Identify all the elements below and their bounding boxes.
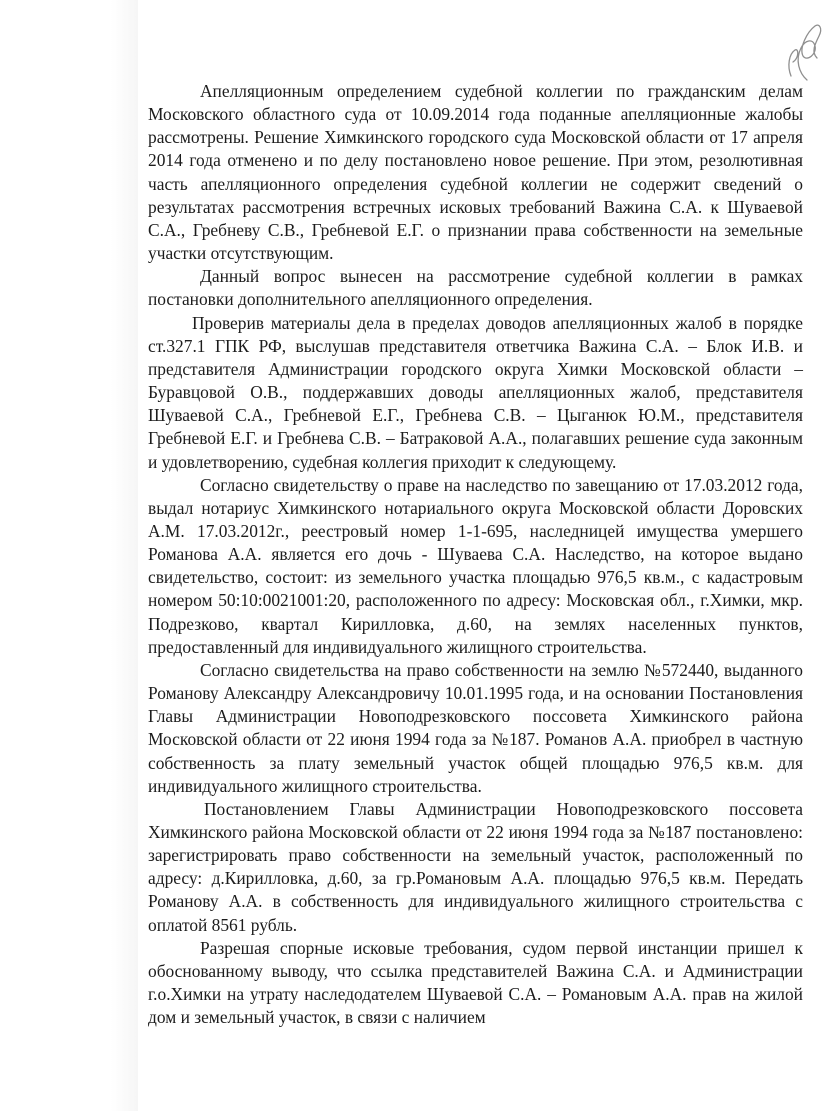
paragraph: Разрешая спорные исковые требования, судом первой инстанции пришел к обоснованному выводу, что ссылка представителей Важина С.А. и Администрации г.о.Химки на утрату наследодателем Шуваевой С.А. – Романовым А.А. прав на жилой дом и земельный участок, в связи с наличием [148, 937, 803, 1028]
paragraph: Проверив материалы дела в пределах доводов апелляционных жалоб в порядке ст.327.1 ГПК РФ, выслушав представителя ответчика Важина С.А. – Блок И.В. и представителя Администрации городского округа Химки Московской области – Буравцовой О.В., поддержавших доводы апелляционных жалоб, представителя Шуваевой С.А., Гребневой Е.Г., Гребнева С.В. – Цыганюк Ю.М., представителя Гребневой Е.Г. и Гребнева С.В. – Батраковой А.А., полагавших решение суда законным и удовлетворению, судебная коллегия приходит к следующему. [148, 312, 803, 472]
scan-margin [0, 0, 138, 1111]
paragraph: Постановлением Главы Администрации Новоподрезковского поссовета Химкинского района Московской области от 22 июня 1994 года за №187 постановлено: зарегистрировать право собственности на земельный участок, расположенный по адресу: д.Кирилловка, д.60, за гр.Романовым А.А. площадью 976,5 кв.м. Передать Романову А.А. в собственность для индивидуального жилищного строительства с оплатой 8561 рубль. [148, 798, 803, 935]
paragraph: Апелляционным определением судебной коллегии по гражданским делам Московского областного суда от 10.09.2014 года поданные апелляционные жалобы рассмотрены. Решение Химкинского городского суда Московской области от 17 апреля 2014 года отменено и по делу постановлено новое решение. При этом, резолютивная часть апелляционного определения судебной коллегии не содержит сведений о результатах рассмотрения встречных исковых требований Важина С.А. к Шуваевой С.А., Гребневу С.В., Гребневой Е.Г. о признании права собственности на земельные участки отсутствующим. [148, 81, 803, 264]
paragraph: Согласно свидетельству о праве на наследство по завещанию от 17.03.2012 года, выдал нотариус Химкинского нотариального округа Московской области Доровских А.М. 17.03.2012г., реестровый номер 1-1-695, наследницей имущества умершего Романова А.А. является его дочь - Шуваева С.А. Наследство, на которое выдано свидетельство, состоит: из земельного участка площадью 976,5 кв.м., с кадастровым номером 50:10:0021001:20, расположенного по адресу: Московская обл., г.Химки, мкр. Подрезково, квартал Кирилловка, д.60, на землях населенных пунктов, предоставленный для индивидуального жилищного строительства. [148, 474, 803, 657]
paragraph: Данный вопрос вынесен на рассмотрение судебной коллегии в рамках постановки дополнительного апелляционного определения. [148, 266, 803, 310]
document-body [148, 80, 803, 1029]
paragraph: Согласно свидетельства на право собственности на землю №572440, выданного Романову Александру Александровичу 10.01.1995 года, и на основании Постановления Главы Администрации Новоподрезковского поссовета Химкинского района Московской области от 22 июня 1994 года за №187. Романов А.А. приобрел в частную собственность за плату земельный участок общей площадью 976,5 кв.м. для индивидуального жилищного строительства. [148, 659, 803, 796]
handwritten-signature [777, 18, 825, 88]
